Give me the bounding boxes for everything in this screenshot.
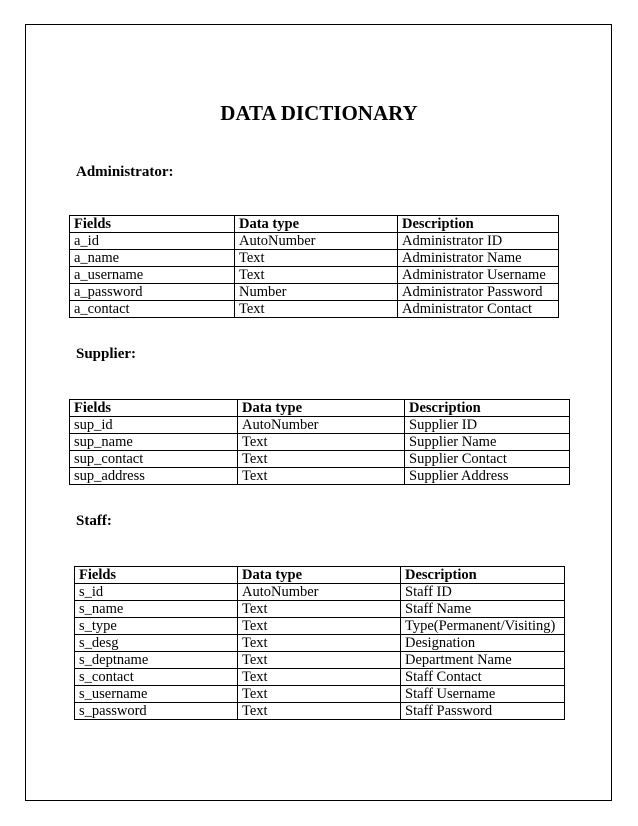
- data-type-cell: AutoNumber: [238, 584, 401, 601]
- table-header-row: [70, 216, 559, 233]
- column-header-data-type: Data type: [235, 216, 398, 233]
- description-cell: Administrator Name: [398, 250, 559, 267]
- data-type-cell: Text: [238, 468, 405, 485]
- data-type-cell: Text: [235, 301, 398, 318]
- description-cell: Administrator Username: [398, 267, 559, 284]
- administrator-table: [69, 215, 559, 318]
- data-type-cell: Text: [238, 601, 401, 618]
- table-row: [70, 468, 570, 485]
- table-row: [70, 250, 559, 267]
- description-cell: Supplier Contact: [405, 451, 570, 468]
- field-cell: s_id: [75, 584, 238, 601]
- data-type-cell: Number: [235, 284, 398, 301]
- page-title: DATA DICTIONARY: [220, 101, 418, 125]
- table-row: [75, 635, 565, 652]
- description-cell: Supplier Name: [405, 434, 570, 451]
- field-cell: sup_address: [70, 468, 238, 485]
- description-cell: Staff Password: [401, 703, 565, 720]
- table-header-row: [75, 567, 565, 584]
- data-type-cell: Text: [238, 618, 401, 635]
- table-row: [75, 686, 565, 703]
- supplier-table: [69, 399, 570, 485]
- field-cell: sup_name: [70, 434, 238, 451]
- data-type-cell: Text: [238, 652, 401, 669]
- table-header-row: [70, 400, 570, 417]
- data-type-cell: Text: [238, 703, 401, 720]
- description-cell: Administrator ID: [398, 233, 559, 250]
- table-row: [70, 284, 559, 301]
- column-header-fields: Fields: [70, 400, 238, 417]
- table-row: [70, 267, 559, 284]
- table-row: [75, 618, 565, 635]
- column-header-data-type: Data type: [238, 567, 401, 584]
- data-type-cell: AutoNumber: [235, 233, 398, 250]
- data-type-cell: Text: [235, 250, 398, 267]
- description-cell: Supplier Address: [405, 468, 570, 485]
- field-cell: a_id: [70, 233, 235, 250]
- field-cell: a_name: [70, 250, 235, 267]
- description-cell: Department Name: [401, 652, 565, 669]
- column-header-description: Description: [398, 216, 559, 233]
- data-type-cell: Text: [238, 669, 401, 686]
- table-row: [70, 233, 559, 250]
- description-cell: Staff Username: [401, 686, 565, 703]
- table-row: [70, 417, 570, 434]
- section-heading-staff: Staff:: [76, 513, 112, 529]
- field-cell: a_password: [70, 284, 235, 301]
- table-row: [75, 669, 565, 686]
- column-header-fields: Fields: [75, 567, 238, 584]
- data-type-cell: AutoNumber: [238, 417, 405, 434]
- table-row: [70, 301, 559, 318]
- section-heading-administrator: Administrator:: [76, 164, 174, 180]
- description-cell: Staff Name: [401, 601, 565, 618]
- field-cell: s_name: [75, 601, 238, 618]
- description-cell: Administrator Password: [398, 284, 559, 301]
- column-header-description: Description: [401, 567, 565, 584]
- table-row: [75, 584, 565, 601]
- staff-table: [74, 566, 565, 720]
- column-header-data-type: Data type: [238, 400, 405, 417]
- data-type-cell: Text: [238, 434, 405, 451]
- table-row: [70, 434, 570, 451]
- description-cell: Administrator Contact: [398, 301, 559, 318]
- data-type-cell: Text: [238, 686, 401, 703]
- field-cell: s_contact: [75, 669, 238, 686]
- column-header-description: Description: [405, 400, 570, 417]
- field-cell: s_username: [75, 686, 238, 703]
- data-type-cell: Text: [235, 267, 398, 284]
- data-type-cell: Text: [238, 635, 401, 652]
- field-cell: s_type: [75, 618, 238, 635]
- field-cell: a_contact: [70, 301, 235, 318]
- data-type-cell: Text: [238, 451, 405, 468]
- description-cell: Staff ID: [401, 584, 565, 601]
- field-cell: sup_contact: [70, 451, 238, 468]
- table-row: [75, 652, 565, 669]
- table-row: [75, 601, 565, 618]
- table-row: [75, 703, 565, 720]
- description-cell: Type(Permanent/Visiting): [401, 618, 565, 635]
- field-cell: sup_id: [70, 417, 238, 434]
- table-row: [70, 451, 570, 468]
- field-cell: a_username: [70, 267, 235, 284]
- field-cell: s_desg: [75, 635, 238, 652]
- description-cell: Supplier ID: [405, 417, 570, 434]
- description-cell: Staff Contact: [401, 669, 565, 686]
- field-cell: s_deptname: [75, 652, 238, 669]
- field-cell: s_password: [75, 703, 238, 720]
- description-cell: Designation: [401, 635, 565, 652]
- column-header-fields: Fields: [70, 216, 235, 233]
- section-heading-supplier: Supplier:: [76, 346, 137, 362]
